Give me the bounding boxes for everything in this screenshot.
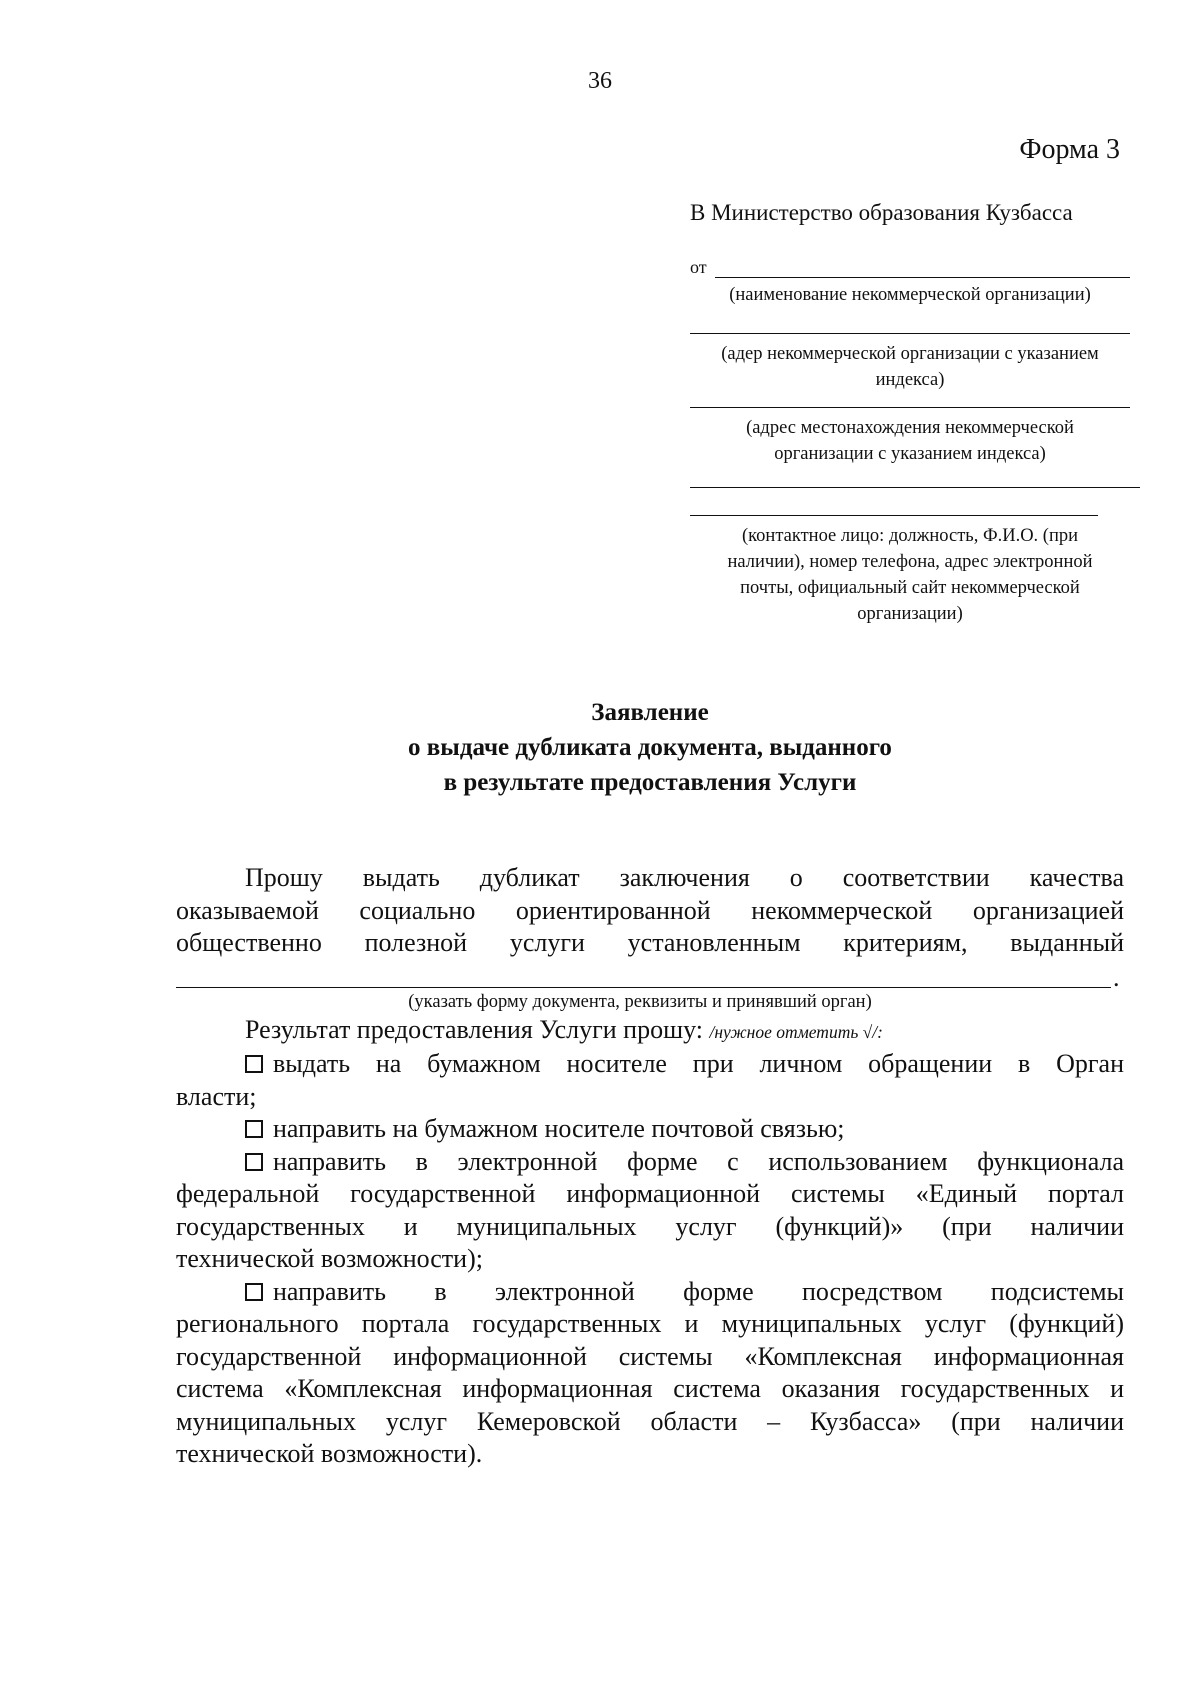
from-row bbox=[690, 256, 1130, 278]
document-details-end: . bbox=[1113, 962, 1120, 992]
org-address-caption-1: (адер некоммерческой организации с указанием bbox=[721, 344, 1099, 364]
addressee-block bbox=[690, 200, 1130, 627]
document-details-caption: (указать форму документа, реквизиты и принявший орган) bbox=[408, 991, 872, 1012]
contact-caption-4: организации) bbox=[857, 604, 963, 624]
request-line-1: Прошу выдать дубликат заключения о соответствии качества bbox=[245, 863, 1124, 892]
title-line-2: о выдаче дубликата документа, выданного bbox=[408, 734, 892, 761]
org-location-caption-2: организации с указанием индекса) bbox=[774, 444, 1046, 464]
org-address-caption-2: индекса) bbox=[875, 370, 945, 390]
page-number: 36 bbox=[588, 68, 612, 94]
option-2-checkbox[interactable] bbox=[245, 1120, 263, 1138]
title-line-3: в результате предоставления Услуги bbox=[443, 769, 857, 796]
option-4-line-4: система «Комплексная информационная система оказания государственных и bbox=[176, 1374, 1124, 1403]
from-prefix: от bbox=[690, 257, 707, 277]
option-2-text: направить на бумажном носителе почтовой связью; bbox=[273, 1114, 845, 1143]
document-title bbox=[100, 695, 1200, 800]
org-location-caption-1: (адрес местонахождения некоммерческой bbox=[746, 418, 1074, 438]
result-label-line bbox=[176, 1014, 1124, 1049]
org-name-blank bbox=[715, 263, 1130, 278]
application-body bbox=[176, 862, 1124, 1471]
contact-blank-1 bbox=[690, 487, 1140, 488]
option-4-line-5: муниципальных услуг Кемеровской области – Кузбасса» (при наличии bbox=[176, 1406, 1124, 1436]
option-4-text: направить в электронной форме посредством подсистемы bbox=[273, 1276, 1124, 1306]
org-address-blank bbox=[690, 333, 1130, 334]
option-4-checkbox[interactable] bbox=[245, 1283, 263, 1301]
title-line-1: Заявление bbox=[591, 699, 709, 726]
option-1-checkbox[interactable] bbox=[245, 1055, 263, 1073]
org-name-caption: (наименование некоммерческой организации) bbox=[729, 285, 1091, 305]
contact-caption-2: наличии), номер телефона, адрес электронной bbox=[727, 552, 1093, 572]
option-2-line bbox=[176, 1113, 1124, 1146]
form-label: Форма 3 bbox=[1019, 134, 1120, 165]
contact-blank-2 bbox=[690, 515, 1098, 516]
option-3-text: направить в электронной форме с использованием функционала bbox=[273, 1146, 1124, 1176]
result-label: Результат предоставления Услуги прошу: bbox=[245, 1014, 703, 1044]
document-details-field[interactable] bbox=[176, 962, 1124, 992]
option-4-line-2: регионального портала государственных и муниципальных услуг (функций) bbox=[176, 1309, 1124, 1338]
option-3-line-1 bbox=[176, 1146, 1124, 1179]
option-3-line-4: технической возможности); bbox=[176, 1244, 483, 1273]
result-note: /нужное отметить √/: bbox=[709, 1021, 883, 1042]
option-4-line-6: технической возможности). bbox=[176, 1439, 483, 1468]
request-line-2: оказываемой социально ориентированной некоммерческой организацией bbox=[176, 895, 1124, 925]
addressee-to: В Министерство образования Кузбасса bbox=[690, 200, 1073, 225]
contact-caption-3: почты, официальный сайт некоммерческой bbox=[740, 578, 1080, 598]
option-1-line-1 bbox=[176, 1048, 1124, 1081]
option-1-line-2: власти; bbox=[176, 1081, 257, 1111]
request-line-3: общественно полезной услуги установленным критериям, выданный bbox=[176, 928, 1124, 957]
option-3-checkbox[interactable] bbox=[245, 1153, 263, 1171]
document-details-blank bbox=[176, 987, 1111, 988]
contact-caption-1: (контактное лицо: должность, Ф.И.О. (при bbox=[741, 526, 1079, 546]
org-location-blank bbox=[690, 407, 1130, 408]
option-3-line-2: федеральной государственной информационной системы «Единый портал bbox=[176, 1179, 1124, 1208]
option-4-line-1 bbox=[176, 1276, 1124, 1309]
option-3-line-3: государственных и муниципальных услуг (функций)» (при наличии bbox=[176, 1211, 1124, 1241]
option-1-text: выдать на бумажном носителе при личном обращении в Орган bbox=[273, 1049, 1124, 1078]
option-4-line-3: государственной информационной системы «Комплексная информационная bbox=[176, 1341, 1124, 1371]
